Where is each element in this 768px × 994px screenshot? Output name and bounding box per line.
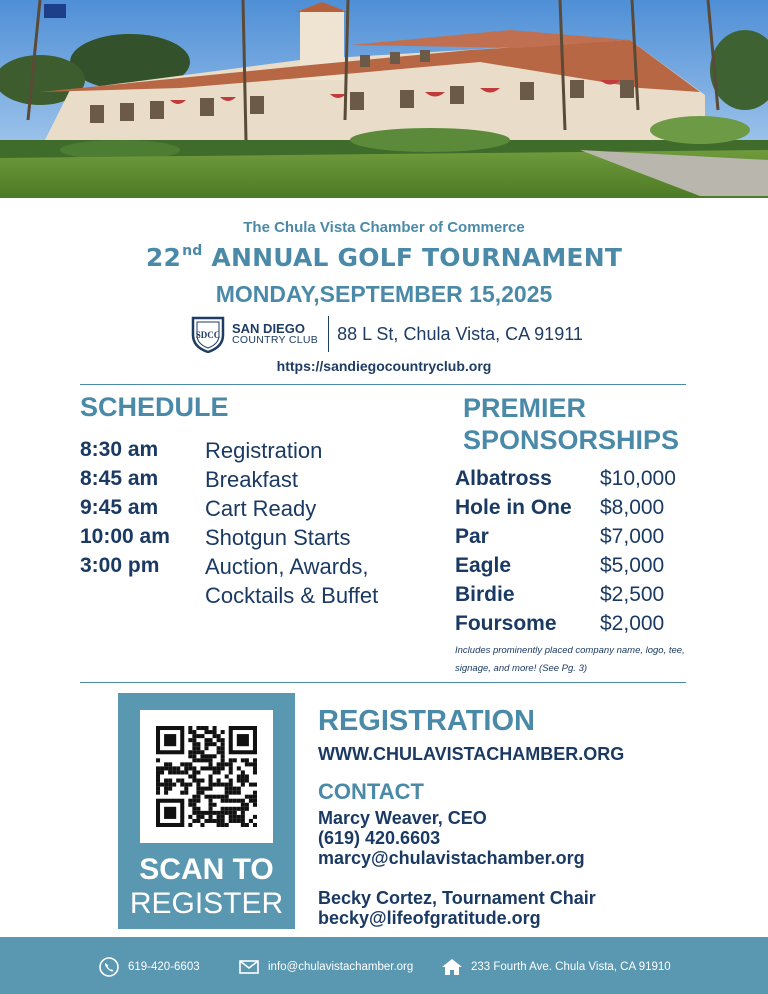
sponsorship-list — [455, 467, 695, 641]
sponsorship-row — [455, 467, 695, 496]
footer — [0, 937, 768, 994]
sponsorship-price: $5,000 — [600, 554, 665, 577]
scan-line1: SCAN TO — [139, 853, 274, 886]
schedule-event: Cart Ready — [205, 496, 317, 521]
sponsorship-price: $2,000 — [600, 612, 665, 635]
contact-secondary — [318, 888, 596, 928]
sponsorship-price: $8,000 — [600, 496, 665, 519]
scan-to-register — [118, 853, 295, 921]
contact-name: Marcy Weaver, CEO — [318, 808, 487, 828]
venue-url[interactable]: https://sandiegocountryclub.org — [276, 358, 492, 374]
contact-phone[interactable]: (619) 420.6603 — [318, 828, 441, 848]
footer-address — [441, 957, 671, 977]
divider — [328, 316, 329, 352]
schedule-event: Cocktails & Buffet — [205, 583, 379, 608]
schedule-event: Registration — [205, 438, 323, 463]
event-date: MONDAY,SEPTEMBER 15,2025 — [215, 281, 553, 307]
qr-code[interactable] — [156, 726, 257, 827]
sponsorships-heading — [463, 392, 679, 456]
sponsorship-name: Hole in One — [455, 496, 572, 519]
sponsorship-row — [455, 583, 695, 612]
qr-panel — [118, 693, 295, 929]
scan-line2: REGISTER — [129, 887, 284, 920]
schedule-event: Breakfast — [205, 467, 298, 492]
sponsorship-name: Eagle — [455, 554, 512, 577]
sponsorship-row — [455, 612, 695, 641]
title-text: ANNUAL GOLF TOURNAMENT — [202, 243, 623, 272]
schedule-time: 8:45 am — [80, 467, 159, 490]
club-crest-icon — [190, 315, 226, 353]
title-number: 22 — [145, 243, 182, 272]
title-ordinal: nd — [182, 243, 203, 259]
footer-email[interactable] — [238, 957, 413, 977]
sponsorships-heading-line2: SPONSORSHIPS — [463, 425, 680, 455]
organizer-name: The Chula Vista Chamber of Commerce — [243, 219, 525, 236]
footer-phone[interactable] — [98, 957, 200, 977]
footer-phone-text: 619-420-6603 — [128, 961, 200, 973]
schedule-time: 9:45 am — [80, 496, 159, 519]
sponsorships-heading-line1: PREMIER — [463, 393, 587, 423]
house-icon — [441, 957, 463, 977]
envelope-icon — [238, 957, 260, 977]
contact-email[interactable]: marcy@chulavistachamber.org — [318, 848, 585, 868]
sponsorship-row — [455, 525, 695, 554]
schedule-time: 8:30 am — [80, 438, 159, 461]
schedule-time: 10:00 am — [80, 525, 170, 548]
clubhouse-photo — [0, 0, 768, 198]
crest-text: SDCC — [195, 330, 221, 340]
sponsorship-name: Par — [455, 525, 489, 548]
club-name-line1: SAN DIEGO — [232, 320, 305, 336]
venue — [190, 315, 583, 353]
footer-email-text: info@chulavistachamber.org — [268, 961, 414, 973]
contact-heading: CONTACT — [318, 779, 424, 804]
club-name — [232, 322, 318, 347]
divider-bottom — [80, 682, 686, 683]
sponsorship-name: Foursome — [455, 612, 557, 635]
sponsorship-price: $10,000 — [600, 467, 676, 490]
sponsorship-name: Birdie — [455, 583, 515, 606]
sponsorship-name: Albatross — [455, 467, 552, 490]
sponsorship-price: $7,000 — [600, 525, 665, 548]
event-title — [0, 243, 768, 272]
footer-address-text: 233 Fourth Ave. Chula Vista, CA 91910 — [471, 961, 671, 973]
sponsorship-note: Includes prominently placed company name, logo, tee, signage, and more! (See Pg. 3) — [455, 645, 685, 674]
sponsorship-row — [455, 496, 695, 525]
qr-code-frame — [140, 710, 273, 843]
phone-icon — [98, 957, 120, 977]
sponsorship-row — [455, 554, 695, 583]
schedule-event: Auction, Awards, — [205, 554, 369, 579]
schedule-event: Shotgun Starts — [205, 525, 351, 550]
contact-primary — [318, 808, 585, 868]
registration-url[interactable]: WWW.CHULAVISTACHAMBER.ORG — [318, 744, 625, 764]
schedule-time: 3:00 pm — [80, 554, 160, 577]
schedule-heading: SCHEDULE — [80, 392, 229, 422]
contact-name: Becky Cortez, Tournament Chair — [318, 888, 596, 908]
venue-address: 88 L St, Chula Vista, CA 91911 — [337, 323, 583, 344]
contact-email[interactable]: becky@lifeofgratitude.org — [318, 908, 541, 928]
registration-heading: REGISTRATION — [318, 705, 535, 737]
club-name-line2: COUNTRY CLUB — [232, 334, 319, 347]
sponsorship-price: $2,500 — [600, 583, 665, 606]
divider-top — [80, 384, 686, 385]
